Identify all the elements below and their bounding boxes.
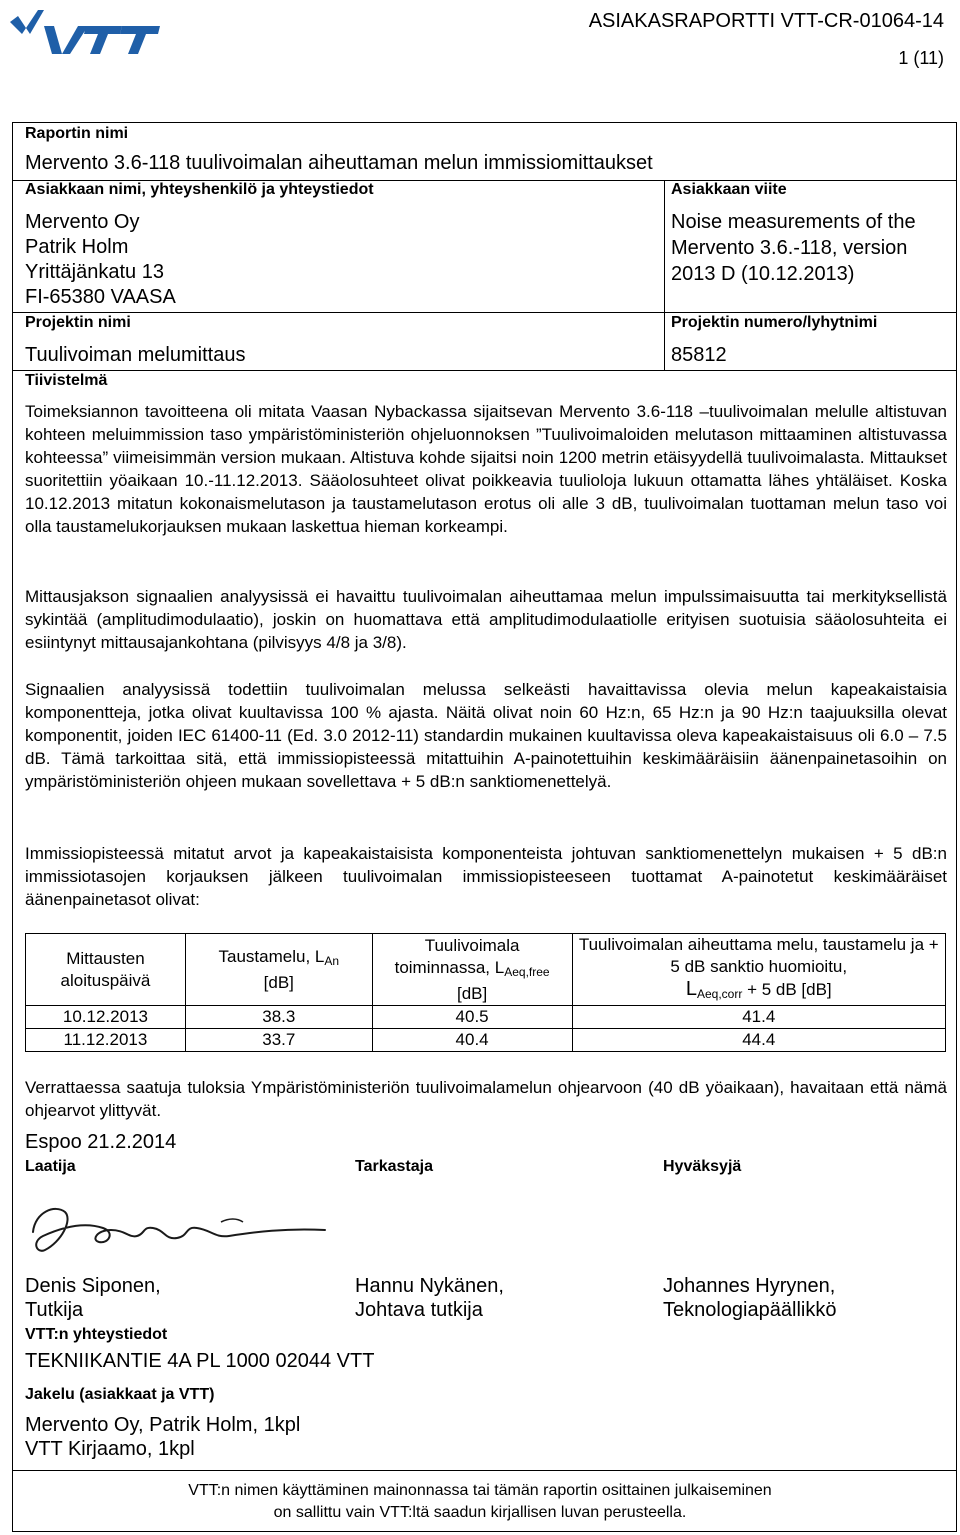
table-cell: 11.12.2013	[26, 1029, 186, 1052]
table-cell: 40.4	[372, 1029, 572, 1052]
client-ref-label: Asiakkaan viite	[671, 181, 787, 198]
client-name: Mervento Oy	[25, 211, 140, 233]
distribution-item: VTT Kirjaamo, 1kpl	[25, 1438, 195, 1460]
client-label: Asiakkaan nimi, yhteyshenkilö ja yhteystiedot	[25, 181, 374, 198]
footer-line: VTT:n nimen käyttäminen mainonnassa tai tämän raportin osittainen julkaiseminen	[188, 1482, 772, 1499]
page-number: 1 (11)	[898, 48, 944, 68]
project-name: Tuulivoiman melumittaus	[25, 344, 246, 366]
table-cell: 10.12.2013	[26, 1006, 186, 1029]
author-name: Denis Siponen,	[25, 1275, 161, 1297]
summary-label: Tiivistelmä	[25, 372, 108, 389]
table-row	[26, 1006, 946, 1029]
contact-address: TEKNIIKANTIE 4A PL 1000 02044 VTT	[25, 1350, 375, 1372]
project-name-label: Projektin nimi	[25, 314, 131, 331]
client-ref-line: Noise measurements of the	[671, 211, 916, 233]
divider	[12, 312, 957, 313]
distribution-item: Mervento Oy, Patrik Holm, 1kpl	[25, 1414, 301, 1436]
client-ref-line: 2013 D (10.12.2013)	[671, 263, 855, 285]
distribution-label: Jakelu (asiakkaat ja VTT)	[25, 1386, 215, 1403]
reviewer-title: Johtava tutkija	[355, 1299, 483, 1321]
client-city: FI-65380 VAASA	[25, 286, 176, 308]
report-name: Mervento 3.6-118 tuulivoimalan aiheuttaman melun immissiomittaukset	[25, 152, 653, 174]
divider	[664, 180, 665, 370]
summary-paragraph: Immissiopisteessä mitatut arvot ja kapeakaistaisista komponenteista johtuvan sanktiomenettelyn mukaisen + 5 dB:n immissiotasojen korjauksen jälkeen tuulivoimalan immissiopisteeseen tuottamat A-painotetut keskimääräiset äänenpainetasot olivat:	[25, 844, 947, 909]
approver-name: Johannes Hyrynen,	[663, 1275, 836, 1297]
table-cell: 41.4	[572, 1006, 946, 1029]
footer-line: on sallittu vain VTT:ltä saadun kirjallisen luvan perusteella.	[273, 1504, 687, 1521]
reviewer-label: Tarkastaja	[355, 1158, 433, 1175]
summary-paragraph: Toimeksiannon tavoitteena oli mitata Vaasan Nybackassa sijaitsevan Mervento 3.6-118 –tuulivoimalan melulle altistuvan kohteen meluimmission taso ympäristöministeriön ohjeluonnoksen ”Tuulivoimaloiden melutason mittaaminen altistuvassa kohteessa” viimeisimmän version mukaan. Altistuva kohde sijaitsi noin 1200 metrin etäisyydellä tuulivoimalasta. Mittaukset suoritettiin yöaikaan 10.-11.12.2013. Sääolosuhteet olivat poikkeavia tuulioloja lukuun ottamatta lähes yhtäläiset. Koska 10.12.2013 mitatun kokonaismelutason ja taustamelutason erotus oli alle 3 dB, tuulivoimalan tuottaman melun taso voi olla taustamelukorjauksen mukaan laskettua hieman korkeampi.	[25, 402, 947, 536]
place-date: Espoo 21.2.2014	[25, 1131, 177, 1153]
table-cell: 38.3	[185, 1006, 372, 1029]
client-ref-line: Mervento 3.6.-118, version	[671, 237, 908, 259]
table-cell: 33.7	[185, 1029, 372, 1052]
project-number-label: Projektin numero/lyhytnimi	[671, 314, 878, 331]
approver-label: Hyväksyjä	[663, 1158, 742, 1175]
approver-title: Teknologiapäällikkö	[663, 1299, 837, 1321]
project-number: 85812	[671, 344, 727, 366]
divider	[12, 1470, 957, 1471]
summary-paragraph: Mittausjakson signaalien analyysissä ei havaittu tuulivoimalan aiheuttamaa melun impulssimaisuutta tai merkityksellistä sykintää (amplitudimodulaatio), joskin on huomattava että amplitudimodulaatiolle erityisen suotuisia sääolosuhteita ei esiintynyt mittausajankohtana (pilvisyys 4/8 ja 3/8).	[25, 587, 947, 652]
reviewer-name: Hannu Nykänen,	[355, 1275, 504, 1297]
report-id: ASIAKASRAPORTTI VTT-CR-01064-14	[588, 10, 944, 32]
divider	[12, 370, 957, 371]
table-header-row	[26, 934, 946, 1006]
author-title: Tutkija	[25, 1299, 84, 1321]
column-header-operating: Tuulivoimala toiminnassa, $L_{Aeq,free}$ [dB]	[372, 934, 572, 1006]
footer-notice	[0, 1480, 960, 1524]
table-cell: 40.5	[372, 1006, 572, 1029]
client-street: Yrittäjänkatu 13	[25, 261, 164, 283]
results-table	[25, 933, 946, 1052]
conclusion-paragraph: Verrattaessa saatuja tuloksia Ympäristöministeriön tuulivoimalamelun ohjearvoon (40 dB yöaikaan), havaitaan että nämä ohjearvot ylittyvät.	[25, 1078, 947, 1120]
author-label: Laatija	[25, 1158, 76, 1175]
handwritten-signature	[25, 1192, 335, 1272]
report-name-label: Raportin nimi	[25, 125, 129, 142]
contact-label: VTT:n yhteystiedot	[25, 1326, 168, 1343]
column-header-start-date: Mittausten aloituspäivä	[26, 934, 186, 1006]
column-header-background: Taustamelu, $L_{An}$ [dB]	[185, 934, 372, 1006]
table-row	[26, 1029, 946, 1052]
column-header-corrected: Tuulivoimalan aiheuttama melu, taustamelu ja + 5 dB sanktio huomioitu, $L_{Aeq,corr} + 5$ dB [dB]	[572, 934, 946, 1006]
table-cell: 44.4	[572, 1029, 946, 1052]
client-contact: Patrik Holm	[25, 236, 129, 258]
vtt-logo	[4, 4, 164, 62]
summary-paragraph: Signaalien analyysissä todettiin tuulivoimalan melussa selkeästi havaittavissa olevia melun kapeakaistaisia komponentteja, jotka olivat kuultavissa 100 % ajasta. Näitä olivat noin 60 Hz:n, 65 Hz:n ja 90 Hz:n taajuuksilla olevat komponentit, joiden IEC 61400-11 (Ed. 3.0 2012-11) standardin mukainen kuultavissa oleva kapeakaistaisuus oli 6.0 – 7.5 dB. Tämä tarkoittaa sitä, että immissiopisteessä mitattuihin A-painotettuihin keskimääräisiin äänenpainetasoihin on ympäristöministeriön ohjeen mukaan sovellettava + 5 dB:n sanktiomenettelyä.	[25, 680, 947, 791]
